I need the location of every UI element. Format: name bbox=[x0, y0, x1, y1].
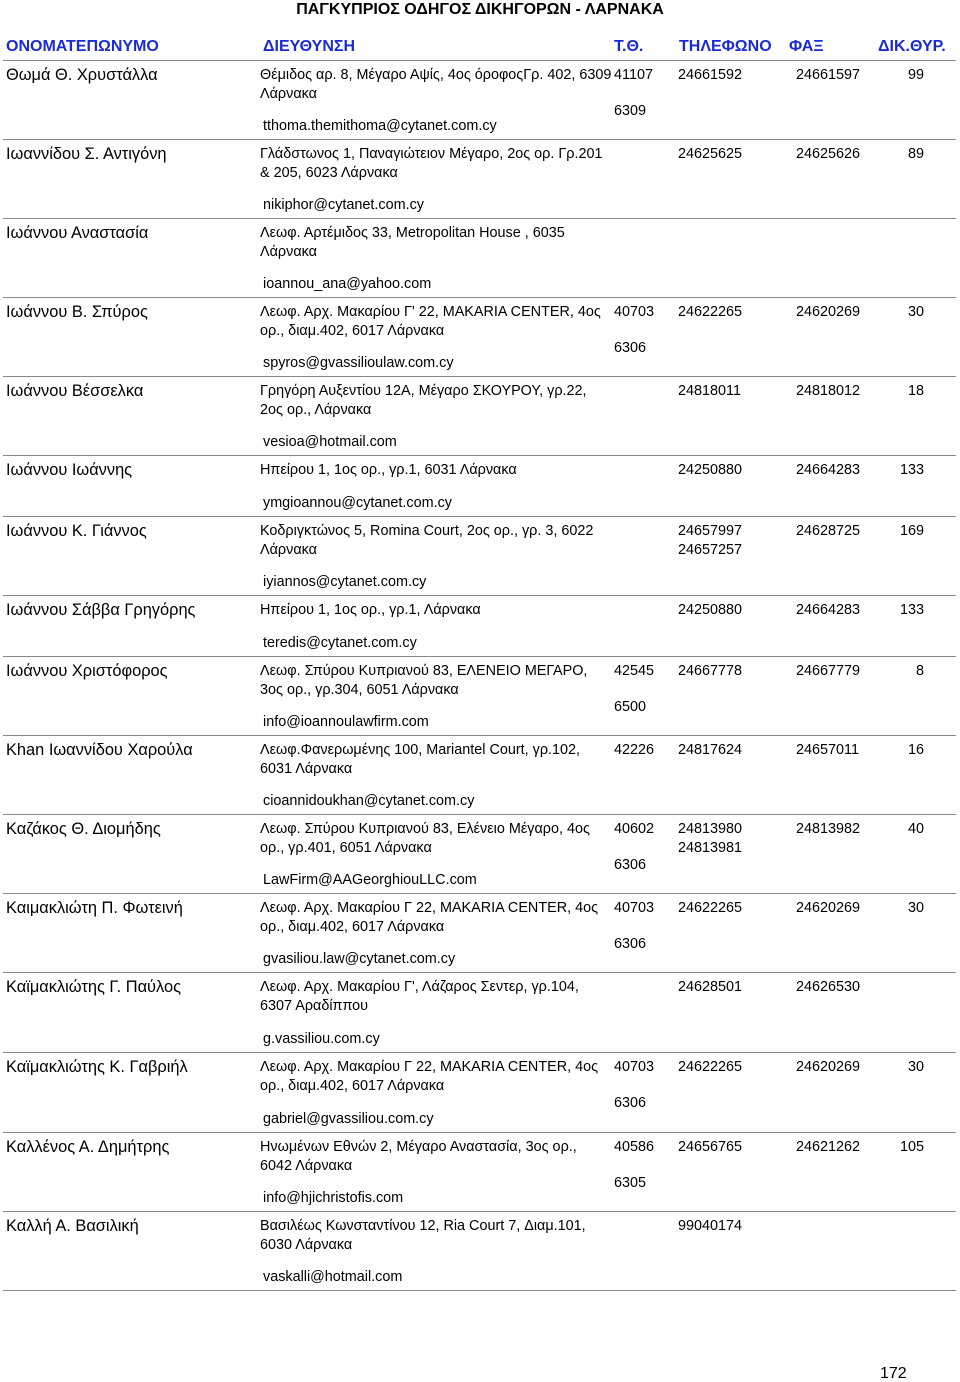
po-box-number: 40703 bbox=[614, 304, 655, 320]
phone-number: 24661592 bbox=[678, 67, 743, 83]
po-box bbox=[614, 820, 672, 875]
email-address[interactable]: tthoma.themithoma@cytanet.com.cy bbox=[263, 118, 497, 134]
bar-number: 30 bbox=[907, 900, 924, 916]
fax-number: 24657011 bbox=[796, 742, 859, 758]
phone-numbers bbox=[678, 978, 790, 997]
po-box-postcode: 6306 bbox=[614, 936, 647, 952]
row-divider bbox=[3, 814, 956, 815]
fax-number: 24620269 bbox=[796, 1059, 861, 1075]
email-address[interactable]: ioannou_ana@yahoo.com bbox=[263, 276, 432, 292]
phone-numbers bbox=[678, 741, 790, 760]
phone-number: 24622265 bbox=[678, 1059, 743, 1075]
po-box-number: 40703 bbox=[614, 1059, 655, 1075]
po-box-postcode: 6306 bbox=[614, 857, 647, 873]
header-address: ΔΙΕΥΘΥΝΣΗ bbox=[263, 38, 356, 55]
po-box bbox=[614, 303, 672, 358]
phone-numbers bbox=[678, 1217, 790, 1236]
lawyer-address: Λεωφ. Αρχ. Μακαρίου Γ 22, MAKARIA CENTER, 4ος ορ., διαμ.402, 6017 Λάρνακα bbox=[260, 900, 599, 935]
lawyer-address: Λεωφ. Αρχ. Μακαρίου Γ' 22, MAKARIA CENTER, 4ος ορ., διαμ.402, 6017 Λάρνακα bbox=[260, 304, 601, 339]
lawyer-name: Ιωάννου Σάββα Γρηγόρης bbox=[6, 601, 196, 619]
row-divider bbox=[3, 1132, 956, 1133]
header-bar-number: ΔΙΚ.ΘΥΡ. bbox=[878, 38, 946, 55]
phone-numbers bbox=[678, 145, 790, 164]
lawyer-address: Λεωφ. Αρτέμιδος 33, Metropolitan House , 6035 Λάρνακα bbox=[260, 225, 565, 260]
fax-number: 24818012 bbox=[796, 383, 861, 399]
po-box-number: 40703 bbox=[614, 900, 655, 916]
bar-number: 133 bbox=[899, 602, 924, 618]
lawyer-address: Λεωφ. Σπύρου Κυπριανού 83, Ελένειο Μέγαρο, 4ος ορ., γρ.401, 6051 Λάρνακα bbox=[260, 821, 590, 856]
header-divider bbox=[3, 60, 956, 61]
phone-number: 24817624 bbox=[678, 742, 743, 758]
fax-number: 24620269 bbox=[796, 900, 861, 916]
lawyer-name: Καιμακλιώτη Π. Φωτεινή bbox=[6, 899, 183, 917]
po-box bbox=[614, 522, 672, 539]
po-box bbox=[614, 224, 672, 241]
po-box bbox=[614, 741, 672, 777]
phone-numbers bbox=[678, 461, 790, 480]
bar-number: 169 bbox=[899, 523, 924, 539]
phone-number-secondary: 24813981 bbox=[678, 840, 743, 856]
row-divider bbox=[3, 516, 956, 517]
row-divider bbox=[3, 1211, 956, 1212]
row-divider bbox=[3, 656, 956, 657]
bar-number: 105 bbox=[899, 1139, 924, 1155]
email-address[interactable]: iyiannos@cytanet.com.cy bbox=[263, 574, 427, 590]
phone-numbers bbox=[678, 382, 790, 401]
po-box-number: 40586 bbox=[614, 1139, 655, 1155]
bar-number: 16 bbox=[907, 742, 924, 758]
fax-number: 24626530 bbox=[796, 979, 861, 995]
po-box bbox=[614, 382, 672, 399]
phone-numbers bbox=[678, 820, 790, 858]
email-address[interactable]: teredis@cytanet.com.cy bbox=[263, 635, 417, 651]
bar-number: 40 bbox=[907, 821, 924, 837]
fax-number: 24628725 bbox=[796, 523, 861, 539]
header-phone: ΤΗΛΕΦΩΝΟ bbox=[679, 38, 772, 55]
email-address[interactable]: g.vassiliou.com.cy bbox=[263, 1031, 380, 1047]
email-address[interactable]: vesioa@hotmail.com bbox=[263, 434, 397, 450]
po-box bbox=[614, 145, 672, 162]
row-divider bbox=[3, 297, 956, 298]
email-address[interactable]: info@ioannoulawfirm.com bbox=[263, 714, 429, 730]
po-box-postcode: 6306 bbox=[614, 1095, 647, 1111]
phone-numbers bbox=[678, 662, 790, 681]
phone-number: 24625625 bbox=[678, 146, 743, 162]
po-box bbox=[614, 1058, 672, 1113]
row-divider bbox=[3, 376, 956, 377]
lawyer-name: Καϊμακλιώτης Κ. Γαβριήλ bbox=[6, 1058, 188, 1076]
lawyer-name: Ιωάννου Κ. Γιάννος bbox=[6, 522, 147, 540]
po-box-number: 40602 bbox=[614, 821, 655, 837]
po-box bbox=[614, 1138, 672, 1193]
bar-number: 89 bbox=[907, 146, 924, 162]
bar-number: 30 bbox=[907, 1059, 924, 1075]
lawyer-name: Καλλή Α. Βασιλική bbox=[6, 1217, 139, 1235]
row-divider bbox=[3, 595, 956, 596]
bar-number: 8 bbox=[915, 663, 924, 679]
lawyer-address: Ηπείρου 1, 1ος ορ., γρ.1, 6031 Λάρνακα bbox=[260, 462, 517, 478]
phone-numbers bbox=[678, 601, 790, 620]
phone-number-secondary: 24657257 bbox=[678, 542, 743, 558]
phone-numbers bbox=[678, 303, 790, 322]
bar-number: 30 bbox=[907, 304, 924, 320]
lawyer-name: Ιωάννου Βέσσελκα bbox=[6, 382, 144, 400]
fax-number: 24625626 bbox=[796, 146, 861, 162]
phone-number: 24622265 bbox=[678, 900, 743, 916]
po-box bbox=[614, 66, 672, 121]
fax-number: 24667779 bbox=[796, 663, 861, 679]
email-address[interactable]: info@hjichristofis.com bbox=[263, 1190, 404, 1206]
lawyer-name: Khan Ιωαννίδου Χαρούλα bbox=[6, 741, 193, 759]
bar-number: 133 bbox=[899, 462, 924, 478]
lawyer-address: Γρηγόρη Αυξεντίου 12Α, Μέγαρο ΣΚΟΥΡΟΥ, γρ.22, 2ος ορ., Λάρνακα bbox=[260, 383, 587, 418]
phone-number: 24250880 bbox=[678, 602, 743, 618]
header-fax: ΦΑΞ bbox=[789, 38, 824, 55]
row-divider bbox=[3, 972, 956, 973]
po-box-postcode: 6309 bbox=[614, 103, 647, 119]
page-number: 172 bbox=[880, 1365, 907, 1382]
email-address[interactable]: ymgioannou@cytanet.com.cy bbox=[263, 495, 452, 511]
email-address[interactable]: gabriel@gvassiliou.com.cy bbox=[263, 1111, 434, 1127]
email-address[interactable]: LawFirm@AAGeorghiouLLC.com bbox=[263, 872, 477, 888]
lawyer-name: Καζάκος Θ. Διομήδης bbox=[6, 820, 161, 838]
phone-number: 24622265 bbox=[678, 304, 743, 320]
phone-number: 24250880 bbox=[678, 462, 743, 478]
phone-number: 24657997 bbox=[678, 523, 743, 539]
lawyer-address: Γλάδστωνος 1, Παναγιώτειον Μέγαρο, 2ος ορ. Γρ.201 & 205, 6023 Λάρνακα bbox=[260, 146, 603, 181]
po-box-number: 42545 bbox=[614, 663, 655, 679]
lawyer-address: Ηνωμένων Εθνών 2, Μέγαρο Αναστασία, 3ος ορ., 6042 Λάρνακα bbox=[260, 1139, 577, 1174]
email-address[interactable]: vaskalli@hotmail.com bbox=[263, 1269, 403, 1285]
lawyer-address: Βασιλέως Κωνσταντίνου 12, Ria Court 7, Διαμ.101, 6030 Λάρνακα bbox=[260, 1218, 586, 1253]
bar-number: 99 bbox=[907, 67, 924, 83]
phone-numbers bbox=[678, 899, 790, 918]
email-address[interactable]: spyros@gvassilioulaw.com.cy bbox=[263, 355, 454, 371]
row-divider bbox=[3, 455, 956, 456]
po-box bbox=[614, 1217, 672, 1234]
phone-numbers bbox=[678, 1138, 790, 1157]
lawyer-name: Καϊμακλιώτης Γ. Παύλος bbox=[6, 978, 181, 996]
lawyer-address: Λεωφ.Φανερωμένης 100, Mariantel Court, γρ.102, 6031 Λάρνακα bbox=[260, 742, 581, 777]
lawyer-name: Ιωάννου Χριστόφορος bbox=[6, 662, 168, 680]
fax-number: 24621262 bbox=[796, 1139, 861, 1155]
phone-number: 24628501 bbox=[678, 979, 743, 995]
po-box-postcode: 6306 bbox=[614, 340, 647, 356]
po-box-postcode: 6305 bbox=[614, 1175, 647, 1191]
row-divider bbox=[3, 735, 956, 736]
po-box-postcode: 6500 bbox=[614, 699, 647, 715]
lawyer-address: Λεωφ. Αρχ. Μακαρίου Γ', Λάζαρος Σεντερ, γρ.104, 6307 Αραδίππου bbox=[260, 979, 579, 1014]
row-divider bbox=[3, 1052, 956, 1053]
fax-number: 24664283 bbox=[796, 602, 861, 618]
lawyer-name: Καλλένος Α. Δημήτρης bbox=[6, 1138, 170, 1156]
po-box-number: 42226 bbox=[614, 742, 655, 758]
phone-number: 24813980 bbox=[678, 821, 743, 837]
email-address[interactable]: nikiphor@cytanet.com.cy bbox=[263, 197, 424, 213]
lawyer-name: Ιωάννου Αναστασία bbox=[6, 224, 149, 242]
lawyer-address: Ηπείρου 1, 1ος ορ., γρ.1, Λάρνακα bbox=[260, 602, 481, 618]
po-box-number: 41107 bbox=[614, 67, 653, 83]
fax-number: 24620269 bbox=[796, 304, 861, 320]
po-box bbox=[614, 662, 672, 717]
lawyer-address: Λεωφ. Σπύρου Κυπριανού 83, ΕΛΕΝΕΙΟ ΜΕΓΑΡΟ, 3ος ορ., γρ.304, 6051 Λάρνακα bbox=[260, 663, 588, 698]
phone-number: 24667778 bbox=[678, 663, 743, 679]
phone-number: 99040174 bbox=[678, 1218, 743, 1234]
po-box bbox=[614, 461, 672, 478]
fax-number: 24813982 bbox=[796, 821, 861, 837]
row-divider bbox=[3, 1290, 956, 1291]
row-divider bbox=[3, 139, 956, 140]
lawyer-name: Θωμά Θ. Χρυστάλλα bbox=[6, 66, 158, 84]
fax-number: 24664283 bbox=[796, 462, 861, 478]
bar-number: 18 bbox=[907, 383, 924, 399]
header-name: ΟΝΟΜΑΤΕΠΩΝΥΜΟ bbox=[6, 38, 159, 55]
page-title: ΠΑΓΚΥΠΡΙΟΣ ΟΔΗΓΟΣ ΔΙΚΗΓΟΡΩΝ - ΛΑΡΝΑΚΑ bbox=[296, 1, 664, 18]
phone-number: 24656765 bbox=[678, 1139, 743, 1155]
phone-number: 24818011 bbox=[678, 383, 741, 399]
lawyer-name: Ιωαννίδου Σ. Αντιγόνη bbox=[6, 145, 167, 163]
phone-numbers bbox=[678, 66, 790, 85]
row-divider bbox=[3, 218, 956, 219]
email-address[interactable]: cioannidoukhan@cytanet.com.cy bbox=[263, 793, 475, 809]
po-box bbox=[614, 978, 672, 995]
po-box bbox=[614, 601, 672, 618]
fax-number: 24661597 bbox=[796, 67, 861, 83]
email-address[interactable]: gvasiliou.law@cytanet.com.cy bbox=[263, 951, 456, 967]
lawyer-name: Ιωάννου Β. Σπύρος bbox=[6, 303, 148, 321]
lawyer-address: Κοδριγκτώνος 5, Romina Court, 2ος ορ., γρ. 3, 6022 Λάρνακα bbox=[260, 523, 594, 558]
lawyer-address: Λεωφ. Αρχ. Μακαρίου Γ 22, MAKARIA CENTER, 4ος ορ., διαμ.402, 6017 Λάρνακα bbox=[260, 1059, 599, 1094]
po-box bbox=[614, 899, 672, 954]
header-pobox: Τ.Θ. bbox=[614, 38, 644, 55]
lawyer-address: Θέμιδος αρ. 8, Μέγαρο Αψίς, 4ος όροφοςΓρ. 402, 6309 Λάρνακα bbox=[260, 67, 612, 102]
phone-numbers bbox=[678, 522, 790, 560]
phone-numbers bbox=[678, 1058, 790, 1077]
lawyer-name: Ιωάννου Ιωάννης bbox=[6, 461, 133, 479]
row-divider bbox=[3, 893, 956, 894]
